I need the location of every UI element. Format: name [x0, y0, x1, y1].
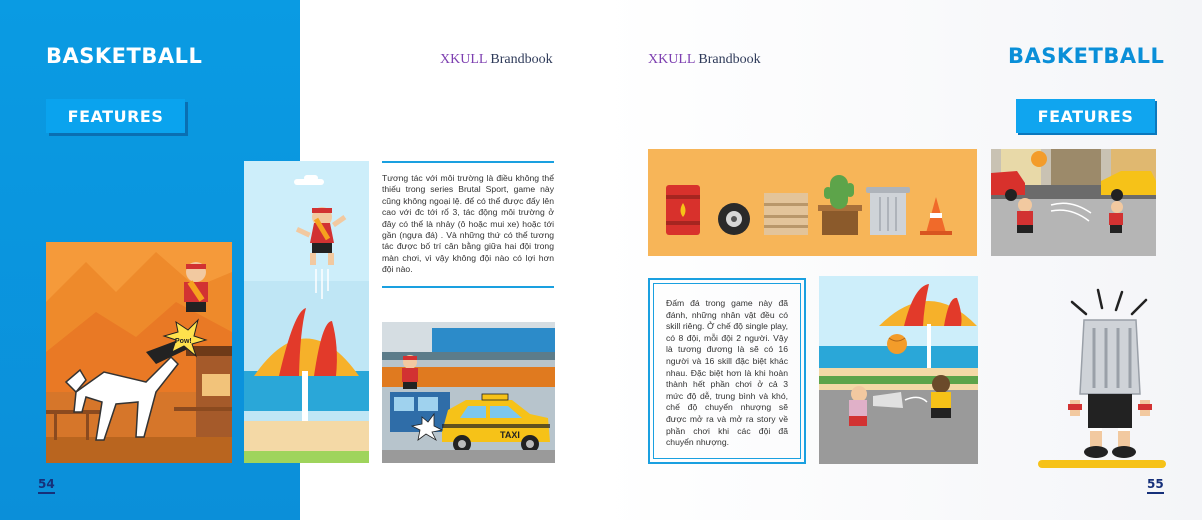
beach-fight-art — [819, 276, 978, 464]
left-features-label: FEATURES — [46, 99, 185, 133]
props-art — [648, 149, 977, 256]
beach-fight-illustration — [819, 276, 978, 464]
props-illustration — [648, 149, 977, 256]
pow-text: Pow! — [175, 338, 192, 345]
right-page-number: 55 — [1147, 477, 1164, 494]
horse-scene-art — [46, 242, 232, 463]
left-page-title: BASKETBALL — [46, 44, 203, 68]
jump-umbrella-illustration — [244, 161, 369, 463]
right-features-label: FEATURES — [1016, 99, 1155, 133]
trashcan-character-art — [1018, 284, 1168, 474]
taxi-scene-illustration — [382, 322, 555, 463]
jump-umbrella-art — [244, 161, 369, 463]
brand-prefix: XKULL — [440, 52, 487, 67]
brand-suffix: Brandbook — [694, 52, 761, 67]
street-kick-art — [991, 149, 1156, 256]
street-kick-illustration — [991, 149, 1156, 256]
brand-suffix: Brandbook — [486, 52, 553, 67]
left-brand-header — [440, 52, 553, 68]
taxi-text: TAXI — [500, 430, 520, 440]
right-brand-header — [648, 52, 761, 68]
right-description-inner — [653, 283, 801, 459]
left-description-box — [382, 161, 554, 288]
left-description-text: Tương tác với môi trường là điều không thể thiếu trong series Brutal Sport, game này cũng không ngoại lệ. để có thể được đẩy lên cao với đc tới rổ 3, tác động môi trường ở đây có thể là nhảy (ô hoặc mui xe) hoặc tới gần (ngựa đá) . Và những thứ có thể tương tác được bố trí cân bằng giữa hai đội trong màn chơi, vì vậy không đội nào có lợi hơn đội nào. — [382, 173, 554, 275]
right-description-text: Đấm đá trong game này đã đánh, những nhân vật đều có skill riêng. Ở chế độ single play, có 8 đội, mỗi đội 2 người. Vậy là tương đương là sẽ có 16 người và 16 skill đặc biệt khác nhau. Đặc biệt hơn là khi hoàn thành hết phần chơi ở cả 3 mức độ dễ, trung bình và khó, chế độ chuyển nhượng sẽ được mở ra và mở ra story về phần chơi khi các đội đã chuyển nhượng. — [666, 298, 788, 448]
left-page-number: 54 — [38, 477, 55, 494]
horse-scene-illustration — [46, 242, 232, 463]
taxi-scene-art — [382, 322, 555, 463]
right-page-title: BASKETBALL — [1008, 44, 1165, 68]
trashcan-character-illustration — [1018, 284, 1168, 474]
right-description-box — [648, 278, 806, 464]
brand-prefix: XKULL — [648, 52, 695, 67]
